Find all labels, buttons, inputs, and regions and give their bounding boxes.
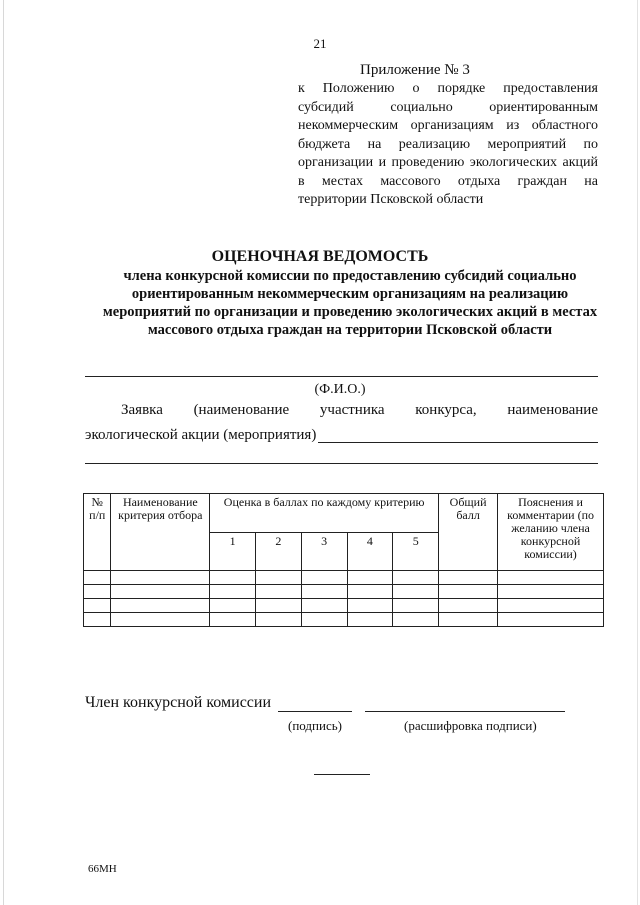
cell[interactable] <box>111 585 210 599</box>
header-total: Общий балл <box>439 494 498 571</box>
cell[interactable] <box>84 599 111 613</box>
cell[interactable] <box>84 613 111 627</box>
header-score-2: 2 <box>255 532 301 571</box>
cell[interactable] <box>347 613 393 627</box>
cell[interactable] <box>301 599 347 613</box>
cell[interactable] <box>393 571 439 585</box>
cell[interactable] <box>111 599 210 613</box>
header-score-3: 3 <box>301 532 347 571</box>
scan-edge-left <box>3 0 4 905</box>
cell[interactable] <box>111 571 210 585</box>
application-fill-line-2 <box>85 463 598 464</box>
cell[interactable] <box>301 585 347 599</box>
table-row <box>84 585 604 599</box>
document-title: ОЦЕНОЧНАЯ ВЕДОМОСТЬ <box>211 248 429 265</box>
cell[interactable] <box>255 571 301 585</box>
scan-edge-right <box>637 0 638 905</box>
table-row <box>84 599 604 613</box>
header-score-1: 1 <box>210 532 256 571</box>
cell[interactable] <box>439 599 498 613</box>
cell[interactable] <box>498 571 604 585</box>
cell[interactable] <box>439 571 498 585</box>
page-number: 21 <box>313 36 327 51</box>
cell[interactable] <box>210 613 256 627</box>
signature-decoding-caption: (расшифровка подписи) <box>404 718 537 733</box>
cell[interactable] <box>498 599 604 613</box>
appendix-text: к Положению о порядке предоставления субсидий социально ориентированным некоммерческим организациям из областного бюджета на реализацию мероприятий по организации и проведению экологических акций в местах массового отдыха граждан на территории Псковской области <box>298 81 598 207</box>
appendix-title: Приложение № 3 <box>360 62 470 78</box>
signature-line[interactable] <box>278 711 352 712</box>
cell[interactable] <box>255 613 301 627</box>
table-row <box>84 571 604 585</box>
header-number: № п/п <box>84 494 111 571</box>
cell[interactable] <box>111 613 210 627</box>
header-criterion: Наименование критерия отбора <box>111 494 210 571</box>
cell[interactable] <box>393 599 439 613</box>
header-comments: Пояснения и комментарии (по желанию члена конкурсной комиссии) <box>498 494 604 571</box>
cell[interactable] <box>347 585 393 599</box>
cell[interactable] <box>301 571 347 585</box>
cell[interactable] <box>255 585 301 599</box>
footer-code: 66МН <box>88 863 117 875</box>
fio-caption: (Ф.И.О.) <box>314 382 366 397</box>
signature-caption: (подпись) <box>288 718 342 733</box>
cell[interactable] <box>255 599 301 613</box>
header-score-5: 5 <box>393 532 439 571</box>
table-row <box>84 613 604 627</box>
cell[interactable] <box>439 613 498 627</box>
cell[interactable] <box>210 599 256 613</box>
document-subtitle: члена конкурсной комиссии по предоставлению субсидий социально ориентированным некоммерческим организациям на реализацию мероприятий по организации и проведению экологических акций в местах массового отдыха граждан на территории Псковской области <box>102 268 598 338</box>
cell[interactable] <box>439 585 498 599</box>
header-score-4: 4 <box>347 532 393 571</box>
cell[interactable] <box>84 585 111 599</box>
application-fill-line <box>318 442 598 443</box>
cell[interactable] <box>393 585 439 599</box>
cell[interactable] <box>498 613 604 627</box>
application-line-1: Заявка (наименование участника конкурса, наименование <box>121 402 598 418</box>
cell[interactable] <box>347 571 393 585</box>
cell[interactable] <box>498 585 604 599</box>
cell[interactable] <box>210 585 256 599</box>
cell[interactable] <box>347 599 393 613</box>
separator-line <box>314 774 370 775</box>
cell[interactable] <box>301 613 347 627</box>
signature-decoding-line[interactable] <box>365 711 565 712</box>
score-table <box>83 493 604 627</box>
cell[interactable] <box>84 571 111 585</box>
fio-line <box>85 376 598 377</box>
application-line-2: экологической акции (мероприятия) <box>85 427 317 443</box>
header-score-group: Оценка в баллах по каждому критерию <box>210 494 439 533</box>
commission-member-label: Член конкурсной комиссии <box>85 694 272 711</box>
cell[interactable] <box>210 571 256 585</box>
cell[interactable] <box>393 613 439 627</box>
